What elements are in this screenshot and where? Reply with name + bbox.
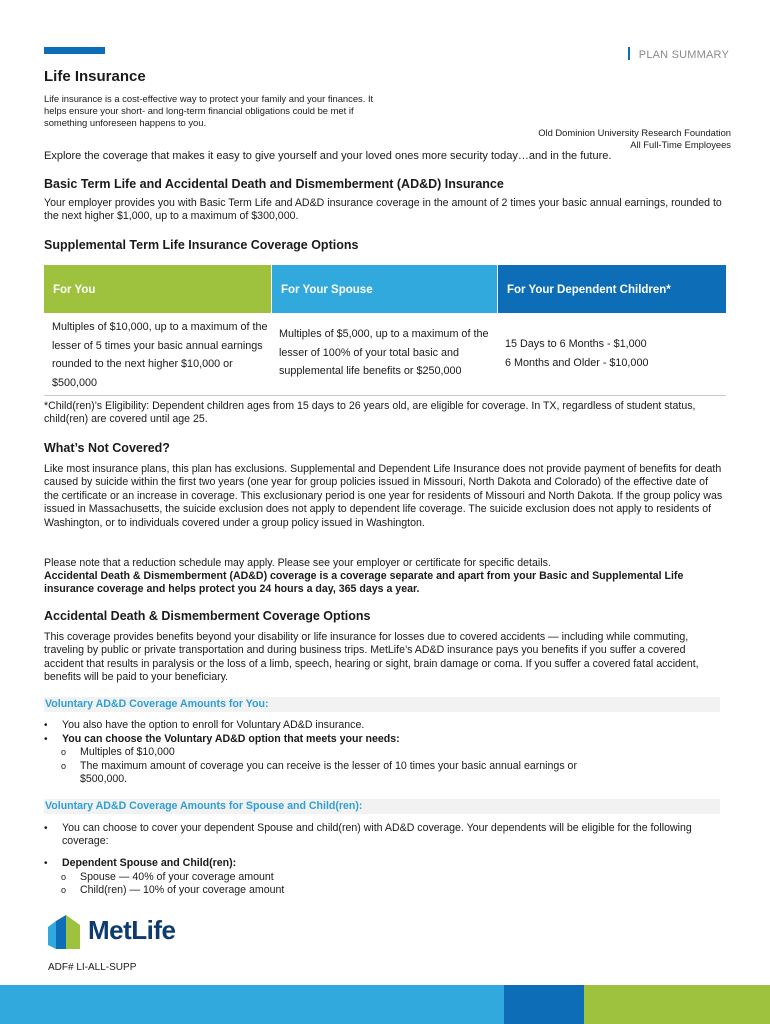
sub-bullet-icon: o xyxy=(61,885,67,895)
bullet-icon: • xyxy=(44,734,48,745)
plan-summary-label xyxy=(628,47,729,61)
coverage-table xyxy=(44,265,726,396)
header-accent-bar xyxy=(44,47,105,54)
basic-text: Your employer provides you with Basic Term Life and AD&D insurance coverage in the amount of 2 times your basic annual earnings, rounded to the next higher $1,000, up to a maximum of $300,000. xyxy=(44,197,722,223)
table-bottom-rule xyxy=(44,395,726,396)
bullet-icon: • xyxy=(44,720,48,731)
cell-spouse: Multiples of $5,000, up to a maximum of the lesser of 100% of your total basic and supplemental life benefits or $250,000 xyxy=(279,328,489,377)
not-covered-heading: What’s Not Covered? xyxy=(44,441,170,455)
employer-group: All Full-Time Employees xyxy=(630,139,731,150)
employer-info xyxy=(538,127,731,151)
intro-text: Life insurance is a cost-effective way to protect your family and your finances. It helps ensure your short- and long-term financial obligations could be met if something unforeseen happens to you. xyxy=(44,93,374,128)
footer-band-green xyxy=(584,985,770,1024)
metlife-logo-icon xyxy=(48,915,80,949)
subheading-family: Voluntary AD&D Coverage Amounts for Spouse and Child(ren): xyxy=(44,799,720,814)
footer-band-blue xyxy=(504,985,584,1024)
supplemental-heading: Supplemental Term Life Insurance Coverage Options xyxy=(44,238,359,252)
subheading-you: Voluntary AD&D Coverage Amounts for You: xyxy=(44,697,720,712)
list-item: o Multiples of $10,000 xyxy=(61,746,175,758)
basic-heading: Basic Term Life and Accidental Death and Dismemberment (AD&D) Insurance xyxy=(44,177,504,191)
bullet-icon: • xyxy=(44,858,48,869)
sub-bullet-icon: o xyxy=(61,872,67,882)
list-item: • You also have the option to enroll for Voluntary AD&D insurance. xyxy=(44,719,365,731)
list-item: o Child(ren) — 10% of your coverage amount xyxy=(61,884,285,896)
page-title: Life Insurance xyxy=(44,68,146,85)
pipe-divider xyxy=(628,47,630,60)
reduction-note: Please note that a reduction schedule may apply. Please see your employer or certificate for specific details. xyxy=(44,557,551,569)
plan-summary-text: PLAN SUMMARY xyxy=(638,49,729,61)
cell-you: Multiples of $10,000, up to a maximum of the lesser of 5 times your basic annual earnings rounded to the next higher $10,000 or $500,000 xyxy=(52,321,268,389)
bullet-icon: • xyxy=(44,823,48,834)
not-covered-text: Like most insurance plans, this plan has exclusions. Supplemental and Dependent Life Insurance does not provide payment of benefits for death caused by suicide within the first two years (one year for group policies issued in Missouri, North Dakota and Colorado) of the effective date of the certificate or an increase in coverage. This exclusionary period is one year for residents of Missouri and North Dakota. If the group policy was issued in Massachusetts, the suicide exclusion does not apply to dependent life coverage. The suicide exclusion does not apply to residents of Washington, or to individuals covered under a group policy issued in Washington. xyxy=(44,463,723,529)
explore-text: Explore the coverage that makes it easy to give yourself and your loved ones more security today…and in the future. xyxy=(44,150,612,162)
add-text: This coverage provides benefits beyond your disability or life insurance for losses due to covered accidents — including while commuting, traveling by public or private transportation and during business trips. MetLife’s AD&D insurance pays you benefits if you suffer a covered accident that results in paralysis or the loss of a limb, speech, hearing or sight, brain damage or coma. If you suffer a covered fatal accident, benefits will be paid to your beneficiary. xyxy=(44,631,699,684)
add-heading: Accidental Death & Dismemberment Coverage Options xyxy=(44,609,371,623)
list-item: • You can choose the Voluntary AD&D option that meets your needs: xyxy=(44,733,400,745)
list-item: o Spouse — 40% of your coverage amount xyxy=(61,871,274,883)
sub-bullet-icon: o xyxy=(61,761,67,771)
list-item: • Dependent Spouse and Child(ren): xyxy=(44,857,237,869)
employer-name: Old Dominion University Research Foundation xyxy=(538,127,731,138)
column-header-spouse: For Your Spouse xyxy=(272,265,497,313)
list-item: o The maximum amount of coverage you can receive is the lesser of 10 times your basic annual earnings or $500,000. xyxy=(61,760,577,786)
cell-children: 15 Days to 6 Months - $1,000 6 Months and Older - $10,000 xyxy=(505,338,649,369)
metlife-logo-text: MetLife xyxy=(88,915,176,945)
footer-band-light-blue xyxy=(0,985,504,1024)
column-header-you: For You xyxy=(44,265,271,313)
add-note: Accidental Death & Dismemberment (AD&D) coverage is a coverage separate and apart from your Basic and Supplemental Life insurance coverage and helps protect you 24 hours a day, 365 days a year. xyxy=(44,570,684,596)
column-header-children: For Your Dependent Children* xyxy=(498,265,726,313)
form-code: ADF# LI-ALL-SUPP xyxy=(48,962,137,973)
sub-bullet-icon: o xyxy=(61,747,67,757)
children-footnote: *Child(ren)’s Eligibility: Dependent children ages from 15 days to 26 years old, are eligible for coverage. In TX, regardless of student status, child(ren) are covered until age 25. xyxy=(44,400,696,426)
list-item: • You can choose to cover your dependent Spouse and child(ren) with AD&D coverage. Your dependents will be eligible for the following coverage: xyxy=(44,822,692,848)
